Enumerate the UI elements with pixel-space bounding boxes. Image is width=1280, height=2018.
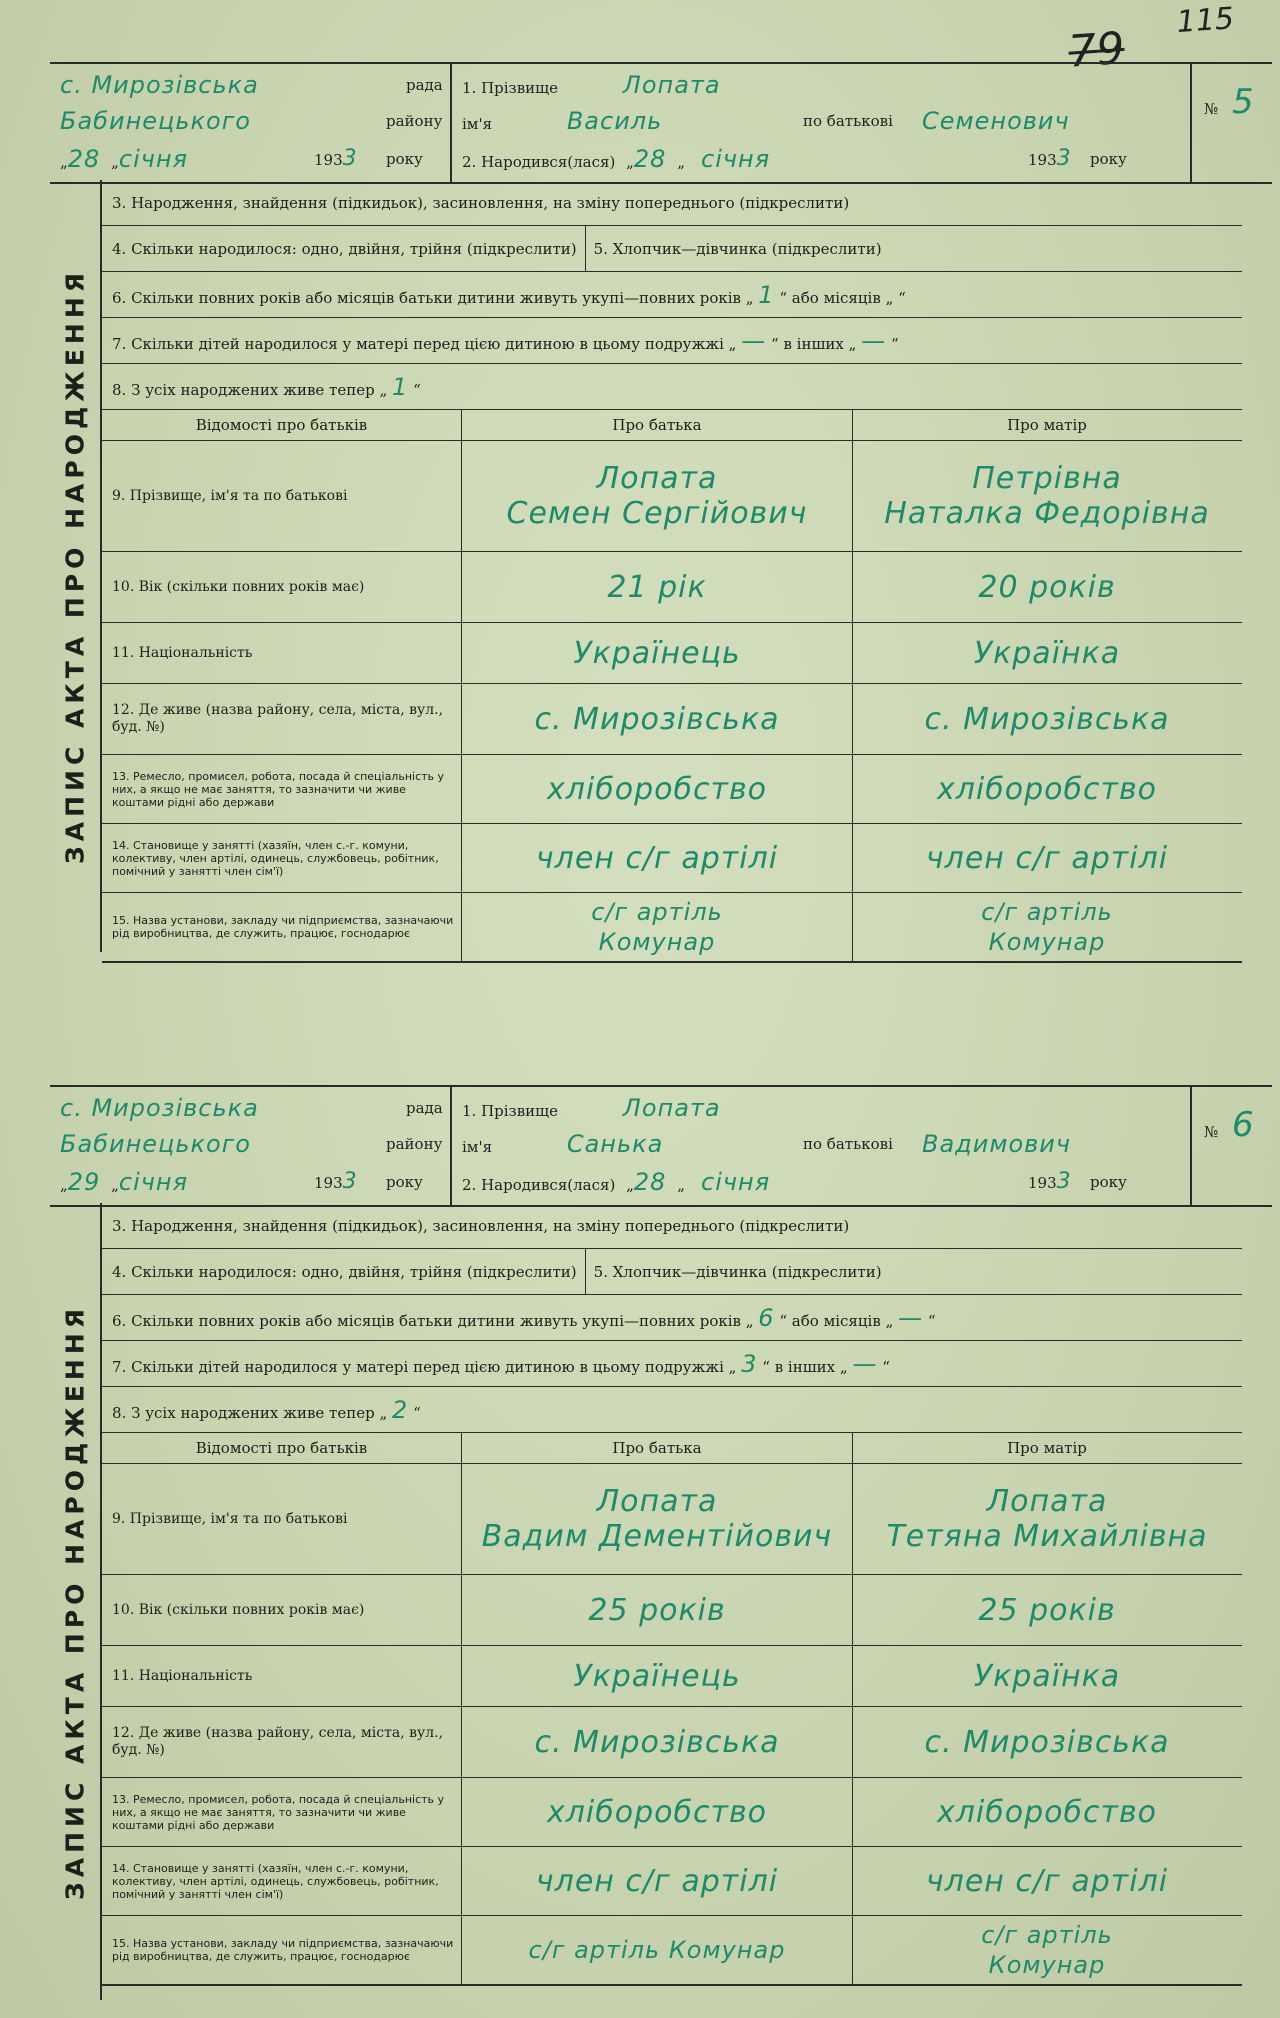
record-number-box bbox=[1190, 64, 1274, 182]
father-workplace1: с/г артіль bbox=[591, 898, 723, 926]
struck-page-number: 79 bbox=[1066, 22, 1127, 78]
record-rows bbox=[102, 180, 1242, 963]
father-workplace2: Комунар bbox=[598, 928, 716, 956]
row-6: 6. Скільки повних років або місяців батьки дитини живуть укупі—повних років „ 1 “ або місяців „ “ bbox=[102, 272, 1242, 318]
mother-name1: Лопата bbox=[986, 1484, 1108, 1519]
row-7-label: 7. Скільки дітей народилося у матері перед цією дитиною в цьому подружжі bbox=[112, 335, 724, 353]
father-position: член с/г артілі bbox=[535, 1863, 779, 1899]
father-position: член с/г артілі bbox=[535, 840, 779, 876]
row-8-label: 8. З усіх народжених живе тепер bbox=[112, 1404, 375, 1422]
child-patronymic: Вадимович bbox=[922, 1130, 1072, 1158]
reg-month: січня bbox=[118, 145, 189, 173]
row-13: 13. Ремесло, промисел, робота, посада й спеціальність у них, а якщо не має заняття, то зазначити чи живе коштами рідні або держави хліборобство хліборобство bbox=[102, 755, 1242, 824]
born-label: 2. Народився(лася) bbox=[462, 153, 616, 171]
mother-position: член с/г артілі bbox=[925, 1863, 1169, 1899]
row-5-label: 5. Хлопчик—дівчинка (підкреслити) bbox=[593, 240, 882, 258]
mother-nationality: Українка bbox=[973, 635, 1121, 671]
reg-day: 29 bbox=[67, 1168, 101, 1196]
roku2-label: року bbox=[1090, 150, 1127, 168]
record-header bbox=[50, 62, 1272, 184]
row-12: 12. Де живе (назва району, села, міста, вул., буд. №) с. Мирозівська с. Мирозівська bbox=[102, 1707, 1242, 1778]
row-3: 3. Народження, знайдення (підкидьок), засиновлення, на зміну попереднього (підкреслити) bbox=[102, 1203, 1242, 1249]
patronymic-label: по батькові bbox=[803, 1135, 893, 1153]
rada-label: рада bbox=[406, 1099, 443, 1117]
page-number: 115 bbox=[1175, 1, 1236, 41]
row-9: 9. Прізвище, ім'я та по батькові Лопата Вадим Дементійович Лопата Тетяна Михайлівна bbox=[102, 1464, 1242, 1575]
parents-table bbox=[102, 410, 1242, 963]
children-other: — bbox=[852, 1350, 878, 1378]
rada-value: с. Мирозівська bbox=[60, 1094, 259, 1122]
mother-workplace1: с/г артіль bbox=[981, 898, 1113, 926]
row-7: 7. Скільки дітей народилося у матері перед цією дитиною в цьому подружжі „ — “ в інших „ — “ bbox=[102, 318, 1242, 364]
rada-value: с. Мирозівська bbox=[60, 71, 259, 99]
row-3: 3. Народження, знайдення (підкидьок), засиновлення, на зміну попереднього (підкреслити) bbox=[102, 180, 1242, 226]
born-month: січня bbox=[701, 1168, 771, 1196]
parents-table bbox=[102, 1433, 1242, 1986]
mother-name1: Петрівна bbox=[972, 461, 1122, 496]
mother-nationality: Українка bbox=[973, 1658, 1121, 1694]
row-8: 8. З усіх народжених живе тепер „ 2 “ bbox=[102, 1387, 1242, 1433]
child-patronymic: Семенович bbox=[922, 107, 1070, 135]
name-label: ім'я bbox=[462, 1138, 493, 1156]
row-6-label: 6. Скільки повних років або місяців батьки дитини живуть укупі—повних років bbox=[112, 1312, 741, 1330]
mother-residence: с. Мирозівська bbox=[924, 1724, 1170, 1760]
born-label: 2. Народився(лася) bbox=[462, 1176, 616, 1194]
father-residence: с. Мирозівська bbox=[534, 701, 780, 737]
child-info: 1. Прізвище Лопата ім'я Василь по батькові Семенович 2. Народився(лася) „28 „ січня 1933 року bbox=[452, 64, 1190, 182]
row-4-label: 4. Скільки народилося: одно, двійня, трійня (підкреслити) bbox=[112, 1263, 577, 1281]
alive-now: 2 bbox=[392, 1396, 409, 1424]
row-10: 10. Вік (скільки повних років має) 25 років 25 років bbox=[102, 1575, 1242, 1646]
mother-position: член с/г артілі bbox=[925, 840, 1169, 876]
reg-day: 28 bbox=[67, 145, 101, 173]
vertical-title: ЗАПИС АКТА ПРО НАРОДЖЕННЯ bbox=[50, 1203, 102, 2000]
mother-age: 20 років bbox=[978, 569, 1116, 605]
number-label: № bbox=[1204, 100, 1219, 118]
child-surname: Лопата bbox=[622, 71, 721, 99]
father-nationality: Українець bbox=[573, 1658, 741, 1694]
registry-block: с. Мирозівська рада Бабинецького району „28 „січня 1933 року bbox=[50, 64, 452, 182]
mother-occupation: хліборобство bbox=[936, 771, 1158, 807]
rayon-value: Бабинецького bbox=[60, 107, 251, 135]
mother-name2: Тетяна Михайлівна bbox=[886, 1519, 1208, 1554]
row-14: 14. Становище у занятті (хазяїн, член с.-г. комуни, колективу, член артілі, одинець, службовець, робітник, помічний у занятті член сім'ї) член с/г артілі член с/г артілі bbox=[102, 1847, 1242, 1916]
mother-workplace2: Комунар bbox=[988, 1951, 1106, 1979]
vertical-title: ЗАПИС АКТА ПРО НАРОДЖЕННЯ bbox=[50, 180, 102, 952]
row-13: 13. Ремесло, промисел, робота, посада й спеціальність у них, а якщо не має заняття, то зазначити чи живе коштами рідні або держави хліборобство хліборобство bbox=[102, 1778, 1242, 1847]
row-4-5 bbox=[102, 226, 1242, 272]
mother-residence: с. Мирозівська bbox=[924, 701, 1170, 737]
father-age: 25 років bbox=[588, 1592, 726, 1628]
row-14: 14. Становище у занятті (хазяїн, член с.-г. комуни, колективу, член артілі, одинець, службовець, робітник, помічний у занятті член сім'ї) член с/г артілі член с/г артілі bbox=[102, 824, 1242, 893]
name-label: ім'я bbox=[462, 115, 493, 133]
child-surname: Лопата bbox=[622, 1094, 721, 1122]
record-header bbox=[50, 1085, 1272, 1207]
birth-record bbox=[50, 1085, 1272, 2000]
row-11: 11. Національність Українець Українка bbox=[102, 1646, 1242, 1707]
years-together: 1 bbox=[758, 281, 775, 309]
roku2-label: року bbox=[1090, 1173, 1127, 1191]
father-name1: Лопата bbox=[596, 461, 718, 496]
registry-block: с. Мирозівська рада Бабинецького району „29 „січня 1933 року bbox=[50, 1087, 452, 1205]
row-7-label: 7. Скільки дітей народилося у матері перед цією дитиною в цьому подружжі bbox=[112, 1358, 724, 1376]
reg-year: 3 bbox=[342, 1169, 358, 1194]
father-nationality: Українець bbox=[573, 635, 741, 671]
father-occupation: хліборобство bbox=[546, 1794, 768, 1830]
months-together: — bbox=[898, 1304, 924, 1332]
row-4-5 bbox=[102, 1249, 1242, 1295]
parents-table-header: Відомості про батьків Про батька Про матір bbox=[102, 1433, 1242, 1464]
record-number: 6 bbox=[1232, 1105, 1255, 1145]
surname-label: 1. Прізвище bbox=[462, 1102, 559, 1120]
reg-month: січня bbox=[118, 1168, 189, 1196]
born-day: 28 bbox=[633, 1168, 667, 1196]
row-9: 9. Прізвище, ім'я та по батькові Лопата Семен Сергійович Петрівна Наталка Федорівна bbox=[102, 441, 1242, 552]
row-15: 15. Назва установи, закладу чи підприємства, зазначаючи рід виробництва, де служить, працює, госнодарює с/г артіль Комунар с/г артіль Комунар bbox=[102, 893, 1242, 963]
patronymic-label: по батькові bbox=[803, 112, 893, 130]
father-age: 21 рік bbox=[607, 569, 707, 605]
rayon-label: району bbox=[386, 1135, 443, 1153]
row-8-label: 8. З усіх народжених живе тепер bbox=[112, 381, 375, 399]
children-before: 3 bbox=[741, 1350, 758, 1378]
roku-label: року bbox=[386, 150, 423, 168]
mother-name2: Наталка Федорівна bbox=[884, 496, 1210, 531]
father-name2: Семен Сергійович bbox=[506, 496, 808, 531]
mother-age: 25 років bbox=[978, 1592, 1116, 1628]
row-6: 6. Скільки повних років або місяців батьки дитини живуть укупі—повних років „ 6 “ або місяців „ — “ bbox=[102, 1295, 1242, 1341]
years-together: 6 bbox=[758, 1304, 775, 1332]
birth-record bbox=[50, 62, 1272, 957]
born-year: 3 bbox=[1056, 146, 1072, 171]
record-rows bbox=[102, 1203, 1242, 1986]
father-residence: с. Мирозівська bbox=[534, 1724, 780, 1760]
row-6-label: 6. Скільки повних років або місяців батьки дитини живуть укупі—повних років bbox=[112, 289, 741, 307]
born-day: 28 bbox=[633, 145, 667, 173]
parents-table-header: Відомості про батьків Про батька Про матір bbox=[102, 410, 1242, 441]
mother-workplace1: с/г артіль bbox=[981, 1921, 1113, 1949]
roku-label: року bbox=[386, 1173, 423, 1191]
row-11: 11. Національність Українець Українка bbox=[102, 623, 1242, 684]
row-7: 7. Скільки дітей народилося у матері перед цією дитиною в цьому подружжі „ 3 “ в інших „ — “ bbox=[102, 1341, 1242, 1387]
record-number-box bbox=[1190, 1087, 1274, 1205]
father-occupation: хліборобство bbox=[546, 771, 768, 807]
surname-label: 1. Прізвище bbox=[462, 79, 559, 97]
number-label: № bbox=[1204, 1123, 1219, 1141]
father-name2: Вадим Дементійович bbox=[481, 1519, 833, 1554]
born-month: січня bbox=[701, 145, 771, 173]
children-before: — bbox=[741, 327, 767, 355]
row-4-label: 4. Скільки народилося: одно, двійня, трійня (підкреслити) bbox=[112, 240, 577, 258]
father-name1: Лопата bbox=[596, 1484, 718, 1519]
father-workplace1: с/г артіль Комунар bbox=[528, 1936, 786, 1964]
rayon-label: району bbox=[386, 112, 443, 130]
row-12: 12. Де живе (назва району, села, міста, вул., буд. №) с. Мирозівська с. Мирозівська bbox=[102, 684, 1242, 755]
rayon-value: Бабинецького bbox=[60, 1130, 251, 1158]
child-name: Санька bbox=[566, 1130, 664, 1158]
mother-occupation: хліборобство bbox=[936, 1794, 1158, 1830]
row-10: 10. Вік (скільки повних років має) 21 рік 20 років bbox=[102, 552, 1242, 623]
reg-year: 3 bbox=[342, 146, 358, 171]
row-5-label: 5. Хлопчик—дівчинка (підкреслити) bbox=[593, 1263, 882, 1281]
row-8: 8. З усіх народжених живе тепер „ 1 “ bbox=[102, 364, 1242, 410]
born-year: 3 bbox=[1056, 1169, 1072, 1194]
mother-workplace2: Комунар bbox=[988, 928, 1106, 956]
alive-now: 1 bbox=[392, 373, 409, 401]
rada-label: рада bbox=[406, 76, 443, 94]
child-name: Василь bbox=[566, 107, 663, 135]
children-other: — bbox=[861, 327, 887, 355]
row-15: 15. Назва установи, закладу чи підприємства, зазначаючи рід виробництва, де служить, працює, госнодарює с/г артіль Комунар с/г артіль Комунар bbox=[102, 1916, 1242, 1986]
record-number: 5 bbox=[1232, 82, 1255, 122]
child-info: 1. Прізвище Лопата ім'я Санька по батькові Вадимович 2. Народився(лася) „28 „ січня 1933 року bbox=[452, 1087, 1190, 1205]
